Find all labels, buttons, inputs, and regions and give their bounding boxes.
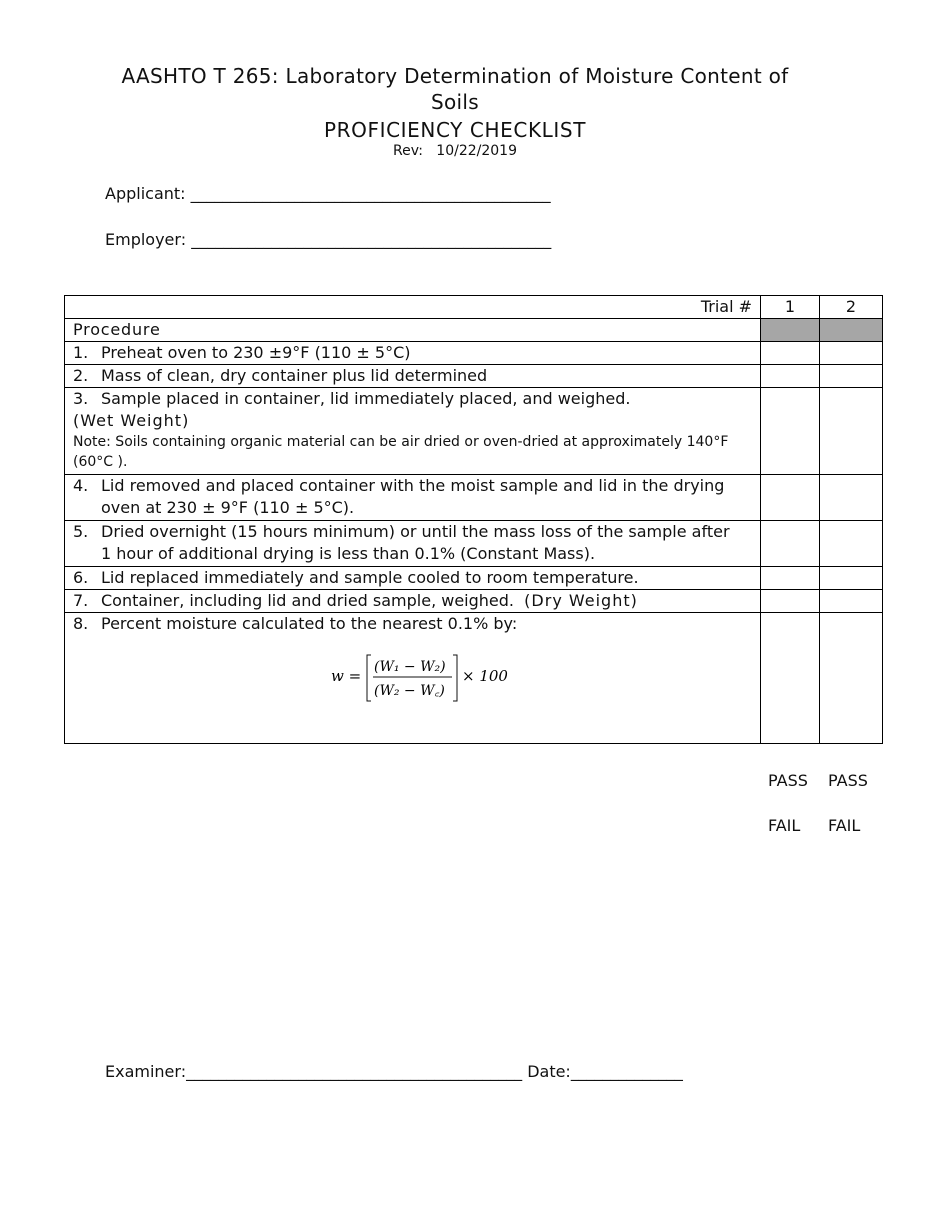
dry-weight-label: (Dry Weight) bbox=[524, 591, 638, 610]
formula-numerator: (W₁ − W₂) bbox=[374, 659, 446, 675]
procedure-table bbox=[64, 295, 883, 744]
trial-label: Trial # bbox=[65, 296, 761, 319]
trial-1-cell[interactable] bbox=[761, 613, 820, 744]
step-number: 6. bbox=[73, 568, 89, 587]
table-row bbox=[65, 342, 883, 365]
trial-1-cell[interactable] bbox=[761, 365, 820, 388]
step-text: Container, including lid and dried sample, weighed. bbox=[101, 591, 514, 610]
trial-2-cell[interactable] bbox=[820, 388, 883, 475]
trial-1-cell[interactable] bbox=[761, 567, 820, 590]
document-title: AASHTO T 265: Laboratory Determination of Moisture Content of Soils bbox=[121, 64, 789, 114]
pass-trial-1[interactable]: PASS bbox=[768, 771, 808, 790]
step-number: 2. bbox=[73, 366, 89, 385]
trial-1-cell[interactable] bbox=[761, 590, 820, 613]
formula-svg bbox=[73, 635, 753, 705]
trial-2-cell[interactable] bbox=[820, 613, 883, 744]
step-number: 4. bbox=[73, 476, 89, 495]
step-8 bbox=[65, 613, 761, 744]
revision-line bbox=[95, 143, 815, 159]
step-text: Preheat oven to 230 ±9°F (110 ± 5°C) bbox=[101, 343, 411, 362]
employer-field bbox=[105, 230, 551, 249]
section-row bbox=[65, 319, 883, 342]
step-2 bbox=[65, 365, 761, 388]
revision-label: Rev: bbox=[392, 143, 423, 159]
employer-blank[interactable]: _____________________________________________ bbox=[191, 230, 552, 249]
formula-denominator: (W₂ − W꜀) bbox=[374, 683, 445, 699]
step-7 bbox=[65, 590, 761, 613]
shaded-cell-1 bbox=[761, 319, 820, 342]
right-bracket bbox=[453, 655, 457, 701]
step-text: Mass of clean, dry container plus lid determined bbox=[101, 366, 488, 385]
left-bracket bbox=[367, 655, 371, 701]
wet-weight-label: (Wet Weight) bbox=[73, 411, 190, 430]
examiner-label: Examiner: bbox=[105, 1062, 187, 1081]
applicant-blank[interactable]: _____________________________________________ bbox=[190, 184, 551, 203]
document-subtitle: PROFICIENCY CHECKLIST bbox=[323, 118, 587, 142]
step-5 bbox=[65, 521, 761, 567]
step-1 bbox=[65, 342, 761, 365]
employer-label: Employer: bbox=[105, 230, 187, 249]
trial-header-row bbox=[65, 296, 883, 319]
trial-2-header: 2 bbox=[820, 296, 883, 319]
step-text-line1: Lid removed and placed container with the moist sample and lid in the drying bbox=[101, 476, 725, 495]
step-number: 1. bbox=[73, 343, 89, 362]
step-text-line2: 1 hour of additional drying is less than 0.1% (Constant Mass). bbox=[101, 544, 596, 563]
step-number: 7. bbox=[73, 591, 89, 610]
shaded-cell-2 bbox=[820, 319, 883, 342]
table-row bbox=[65, 567, 883, 590]
table-row bbox=[65, 521, 883, 567]
step-text: Percent moisture calculated to the nearest 0.1% by: bbox=[101, 614, 518, 633]
trial-1-cell[interactable] bbox=[761, 475, 820, 521]
trial-1-cell[interactable] bbox=[761, 388, 820, 475]
trial-2-cell[interactable] bbox=[820, 590, 883, 613]
table-row bbox=[65, 590, 883, 613]
examiner-signature-line bbox=[105, 1062, 683, 1081]
section-procedure: Procedure bbox=[65, 319, 761, 342]
trial-2-cell[interactable] bbox=[820, 365, 883, 388]
trial-2-cell[interactable] bbox=[820, 342, 883, 365]
table-row bbox=[65, 388, 883, 475]
step-3 bbox=[65, 388, 761, 475]
date-label: Date: bbox=[527, 1062, 571, 1081]
step-text-line1: Dried overnight (15 hours minimum) or until the mass loss of the sample after bbox=[101, 522, 730, 541]
table-row bbox=[65, 613, 883, 744]
step-text-line2: oven at 230 ± 9°F (110 ± 5°C). bbox=[101, 498, 355, 517]
step-number: 5. bbox=[73, 522, 89, 541]
applicant-field bbox=[105, 184, 551, 203]
trial-1-cell[interactable] bbox=[761, 521, 820, 567]
pass-trial-2[interactable]: PASS bbox=[828, 771, 868, 790]
examiner-blank[interactable]: __________________________________________ bbox=[186, 1062, 523, 1081]
moisture-formula bbox=[73, 635, 752, 701]
step-4 bbox=[65, 475, 761, 521]
applicant-label: Applicant: bbox=[105, 184, 186, 203]
trial-2-cell[interactable] bbox=[820, 521, 883, 567]
step-number: 3. bbox=[73, 389, 89, 408]
revision-date: 10/22/2019 bbox=[436, 143, 517, 159]
date-blank[interactable]: ______________ bbox=[570, 1062, 683, 1081]
table-row bbox=[65, 365, 883, 388]
trial-1-cell[interactable] bbox=[761, 342, 820, 365]
fail-trial-2[interactable]: FAIL bbox=[828, 816, 861, 835]
step-6 bbox=[65, 567, 761, 590]
step-text: Lid replaced immediately and sample cooled to room temperature. bbox=[101, 568, 639, 587]
formula-multiplier: × 100 bbox=[462, 667, 508, 685]
step-text: Sample placed in container, lid immediately placed, and weighed. bbox=[101, 389, 631, 408]
trial-2-cell[interactable] bbox=[820, 475, 883, 521]
table-row bbox=[65, 475, 883, 521]
trial-2-cell[interactable] bbox=[820, 567, 883, 590]
step-note: Note: Soils containing organic material can be air dried or oven-dried at approximately 140°F (60°C ). bbox=[73, 434, 729, 470]
formula-lhs: w = bbox=[331, 667, 362, 685]
trial-1-header: 1 bbox=[761, 296, 820, 319]
step-number: 8. bbox=[73, 614, 89, 633]
fail-trial-1[interactable]: FAIL bbox=[768, 816, 801, 835]
